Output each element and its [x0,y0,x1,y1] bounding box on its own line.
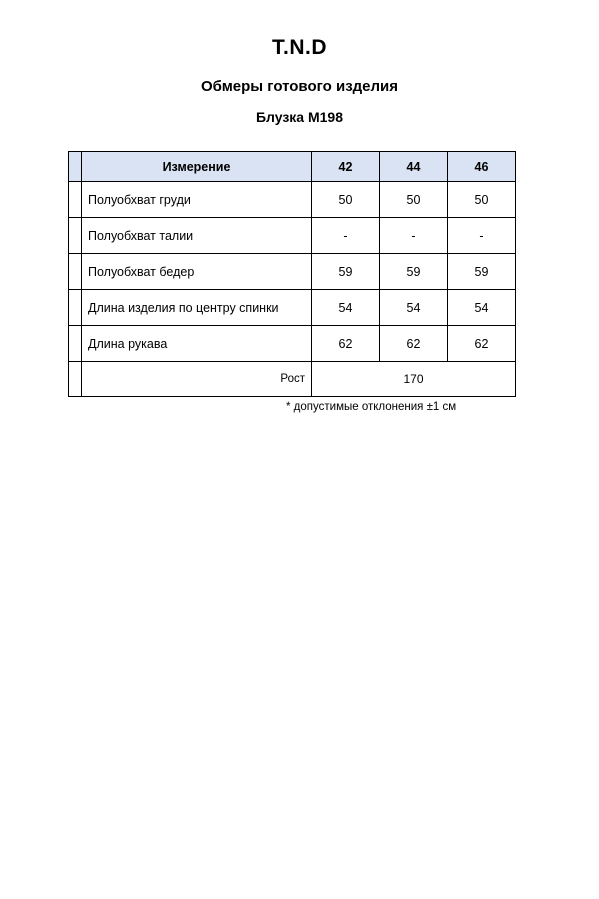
row-value: 50 [312,182,380,218]
document-heading: Обмеры готового изделия [200,78,399,95]
row-value: - [448,218,516,254]
row-index-cell [69,326,82,362]
row-index-cell [69,182,82,218]
table-row [69,218,516,254]
row-label: Длина рукава [82,326,312,362]
tolerance-note: * допустимые отклонения ±1 см [286,401,457,413]
row-value: 59 [380,254,448,290]
row-index-cell [69,254,82,290]
row-index-cell [69,218,82,254]
height-value: 170 [312,362,516,397]
height-label: Рост [82,362,312,397]
row-value: 54 [312,290,380,326]
row-value: 62 [448,326,516,362]
row-value: 50 [380,182,448,218]
row-value: - [312,218,380,254]
header-size-44: 44 [380,152,448,182]
measurements-table [68,151,516,397]
row-value: 59 [448,254,516,290]
row-value: 50 [448,182,516,218]
table-row [69,290,516,326]
row-label: Длина изделия по центру спинки [82,290,312,326]
product-name: Блузка М198 [255,109,344,125]
table-row [69,326,516,362]
row-value: 54 [448,290,516,326]
row-value: 62 [380,326,448,362]
header-size-46: 46 [448,152,516,182]
header-index-cell [69,152,82,182]
row-value: 59 [312,254,380,290]
row-value: 54 [380,290,448,326]
brand-title: T.N.D [272,36,327,59]
header-measurement: Измерение [82,152,312,182]
table-header-row [69,152,516,182]
header-size-42: 42 [312,152,380,182]
height-row [69,362,516,397]
row-value: - [380,218,448,254]
row-index-cell [69,290,82,326]
row-label: Полуобхват груди [82,182,312,218]
table-row [69,182,516,218]
row-value: 62 [312,326,380,362]
table-row [69,254,516,290]
row-index-cell [69,362,82,397]
row-label: Полуобхват бедер [82,254,312,290]
row-label: Полуобхват талии [82,218,312,254]
